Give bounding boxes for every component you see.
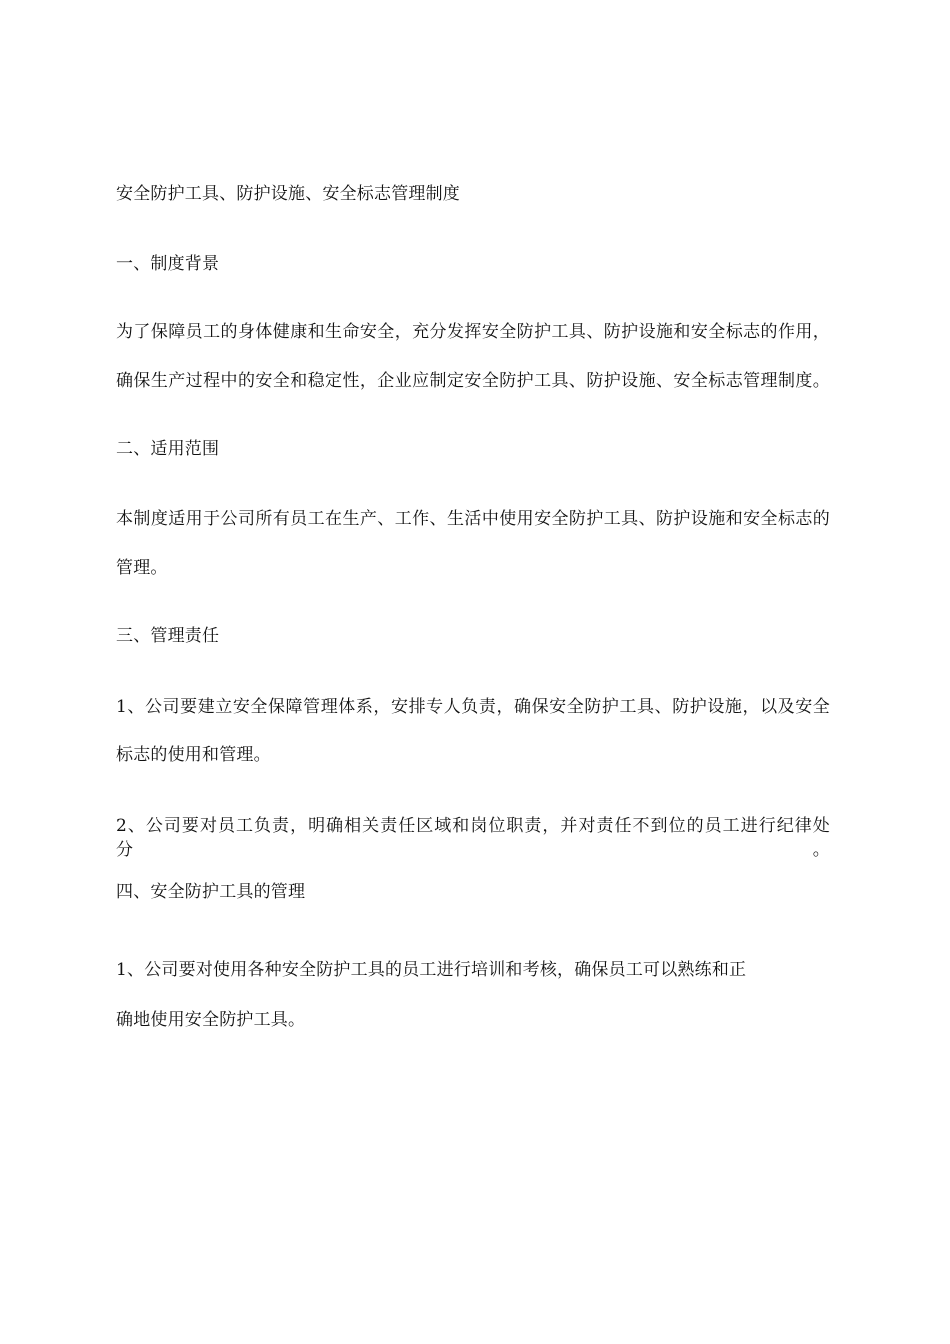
- paragraph-line: 1、公司要建立安全保障管理体系，安排专人负责，确保安全防护工具、防护设施，以及安全: [116, 697, 830, 717]
- paragraph-line: 管理。: [116, 558, 168, 578]
- paragraph-line: 2、公司要对员工负责，明确相关责任区域和岗位职责，并对责任不到位的员工进行纪律处分。: [116, 816, 830, 860]
- paragraph-line: 为了保障员工的身体健康和生命安全，充分发挥安全防护工具、防护设施和安全标志的作用，: [116, 322, 830, 342]
- section-heading-background: 一、制度背景: [116, 254, 220, 274]
- section-heading-tools: 四、安全防护工具的管理: [116, 882, 306, 902]
- paragraph-line: 本制度适用于公司所有员工在生产、工作、生活中使用安全防护工具、防护设施和安全标志的: [116, 509, 830, 529]
- paragraph-line: 标志的使用和管理。: [116, 745, 271, 765]
- paragraph-line: 确保生产过程中的安全和稳定性，企业应制定安全防护工具、防护设施、安全标志管理制度。: [116, 371, 830, 391]
- document-title: 安全防护工具、防护设施、安全标志管理制度: [116, 184, 460, 204]
- paragraph-line: 确地使用安全防护工具。: [116, 1010, 306, 1030]
- section-heading-responsibility: 三、管理责任: [116, 626, 220, 646]
- paragraph-line: 1、公司要对使用各种安全防护工具的员工进行培训和考核，确保员工可以熟练和正: [116, 960, 747, 980]
- section-heading-scope: 二、适用范围: [116, 439, 220, 459]
